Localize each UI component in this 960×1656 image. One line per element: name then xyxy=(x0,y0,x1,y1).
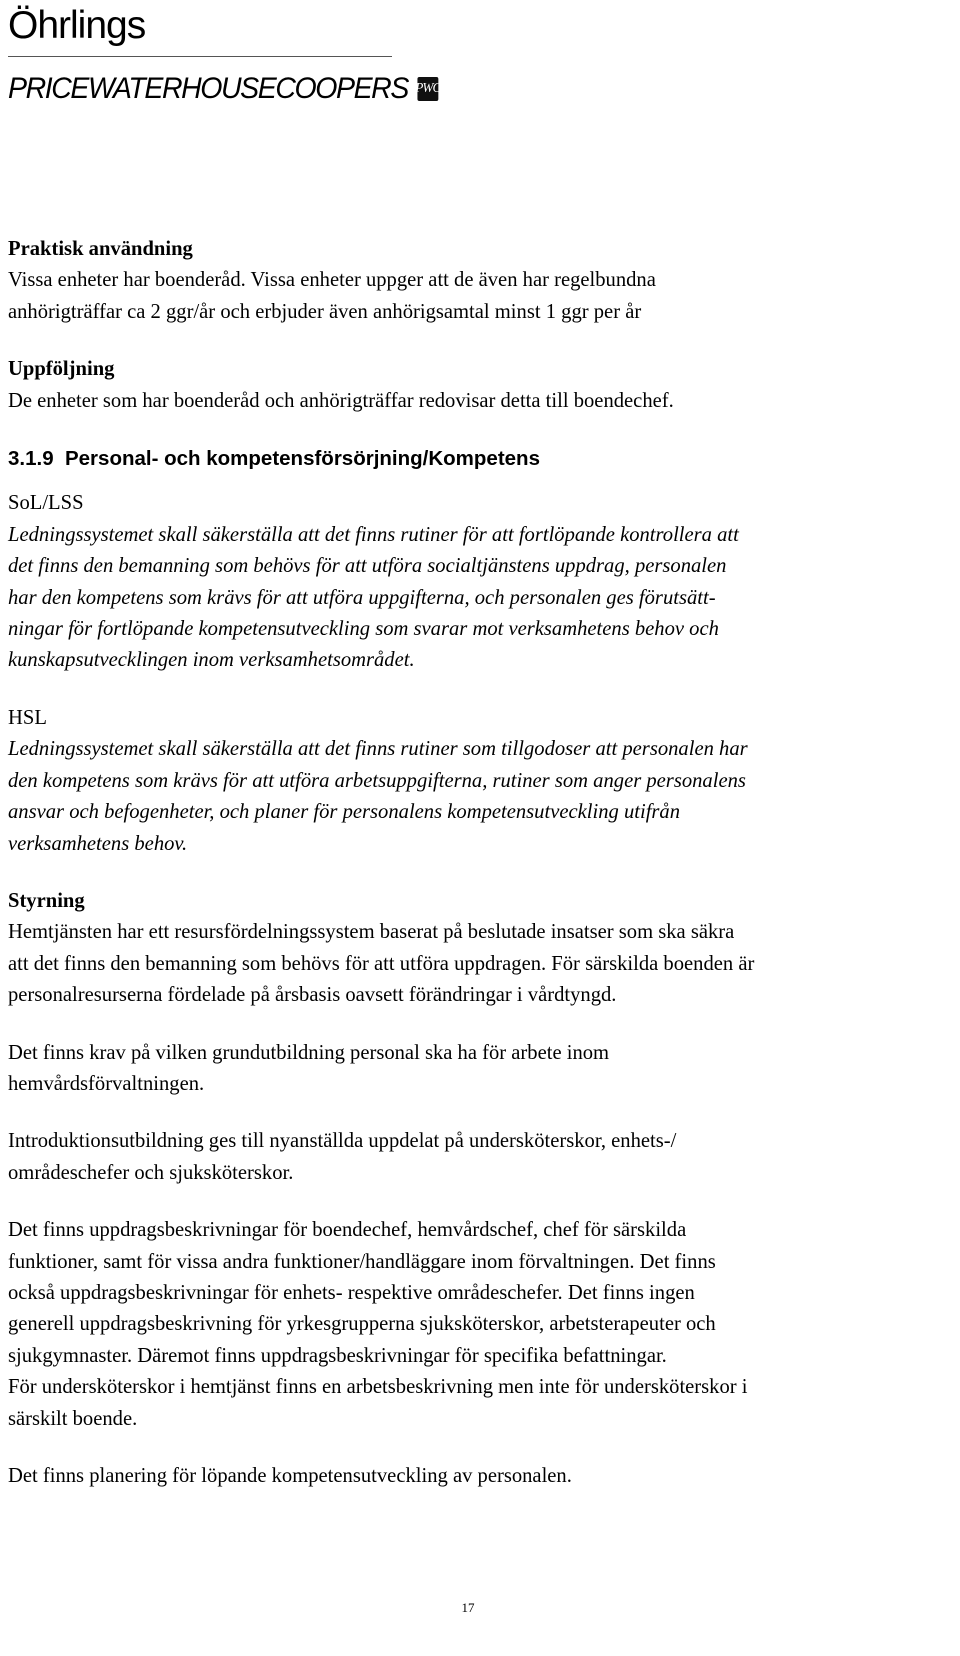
italic-line: ningar för fortlöpande kompetensutveckling som svarar mot verksamhetens behov och xyxy=(8,618,719,641)
italic-line: verksamhetens behov. xyxy=(8,832,188,855)
text-line: hemvårdsförvaltningen. xyxy=(8,1072,205,1095)
text-line: Introduktionsutbildning ges till nyanställda uppdelat på undersköterskor, enhets-/ xyxy=(8,1130,677,1153)
document-body xyxy=(8,234,953,1492)
label-sol-lss: SoL/LSS xyxy=(8,492,84,515)
brand-ohrlings: Öhrlings xyxy=(8,4,146,47)
italic-line: har den kompetens som krävs för att utföra uppgifterna, och personalen ges förutsätt- xyxy=(8,586,716,609)
text-line: funktioner, samt för vissa andra funktioner/handläggare inom förvaltningen. Det finns xyxy=(8,1250,716,1273)
text-line: generell uppdragsbeskrivning för yrkesgrupperna sjuksköterskor, arbetsterapeuter och xyxy=(8,1313,716,1336)
heading-praktisk-anvandning: Praktisk användning xyxy=(8,238,193,260)
italic-line: Ledningssystemet skall säkerställa att det finns rutiner för att fortlöpande kontrollera att xyxy=(8,523,739,546)
text-line: Hemtjänsten har ett resursfördelningssystem baserat på beslutade insatser som ska säkra xyxy=(8,921,735,944)
heading-styrning: Styrning xyxy=(8,889,85,912)
text-line: att det finns den bemanning som behövs för att utföra uppdragen. För särskilda boenden är xyxy=(8,952,755,975)
logo xyxy=(8,4,441,109)
text-line: De enheter som har boendеråd och anhörigträffar redovisar detta till boendechef. xyxy=(8,389,674,412)
brand-pwc-text: PRICEWATERHOUSECOOPERS xyxy=(8,72,408,105)
label-hsl: HSL xyxy=(8,706,47,729)
text-line: särskilt boende. xyxy=(8,1407,138,1430)
text-line: Det finns krav på vilken grundutbildning personal ska ha för arbete inom xyxy=(8,1041,610,1064)
pwc-seal-icon: PWC xyxy=(417,77,438,101)
brand-pricewaterhousecoopers xyxy=(8,69,441,109)
text-line: Det finns uppdragsbeskrivningar för boendechef, hemvårdschef, chef för särskilda xyxy=(8,1219,687,1242)
text-line: områdeschefer och sjuksköterskor. xyxy=(8,1161,294,1184)
italic-line: ansvar och befogenheter, och planer för personalens kompetensutveckling utifrån xyxy=(8,801,681,824)
italic-line: kunskapsutvecklingen inom verksamhetsområdet. xyxy=(8,649,415,672)
section-heading-3-1-9: 3.1.9 Personal- och kompetensförsörjning/Kompetens xyxy=(8,447,540,471)
text-line: också uppdragsbeskrivningar för enhets- respektive områdeschefer. Det finns ingen xyxy=(8,1281,695,1304)
heading-uppfoljning: Uppföljning xyxy=(8,358,115,381)
italic-line: Ledningssystemet skall säkerställa att det finns rutiner som tillgodoser att personalen har xyxy=(8,738,748,761)
logo-divider xyxy=(8,56,392,57)
italic-line: den kompetens som krävs för att utföra arbetsuppgifterna, rutiner som anger personalens xyxy=(8,769,746,792)
text-line: Vissa enheter har boendеråd. Vissa enheter uppger att de även har regelbundna xyxy=(8,269,656,292)
text-line: Det finns planering för löpande kompetensutveckling av personalen. xyxy=(8,1465,572,1487)
italic-line: det finns den bemanning som behövs för att utföra socialtjänstens uppdrag, personalen xyxy=(8,555,727,578)
text-line: anhörigträffar ca 2 ggr/år och erbjuder även anhörigsamtal minst 1 ggr per år xyxy=(8,300,642,323)
text-line: personalresurserna fördelade på årsbasis oavsett förändringar i vårdtyngd. xyxy=(8,984,617,1007)
page-number: 17 xyxy=(461,1600,475,1615)
text-line: sjukgymnaster. Däremot finns uppdragsbeskrivningar för specifika befattningar. xyxy=(8,1344,667,1367)
text-line: För undersköterskor i hemtjänst finns en arbetsbeskrivning men inte för undersköterskor i xyxy=(8,1376,748,1399)
